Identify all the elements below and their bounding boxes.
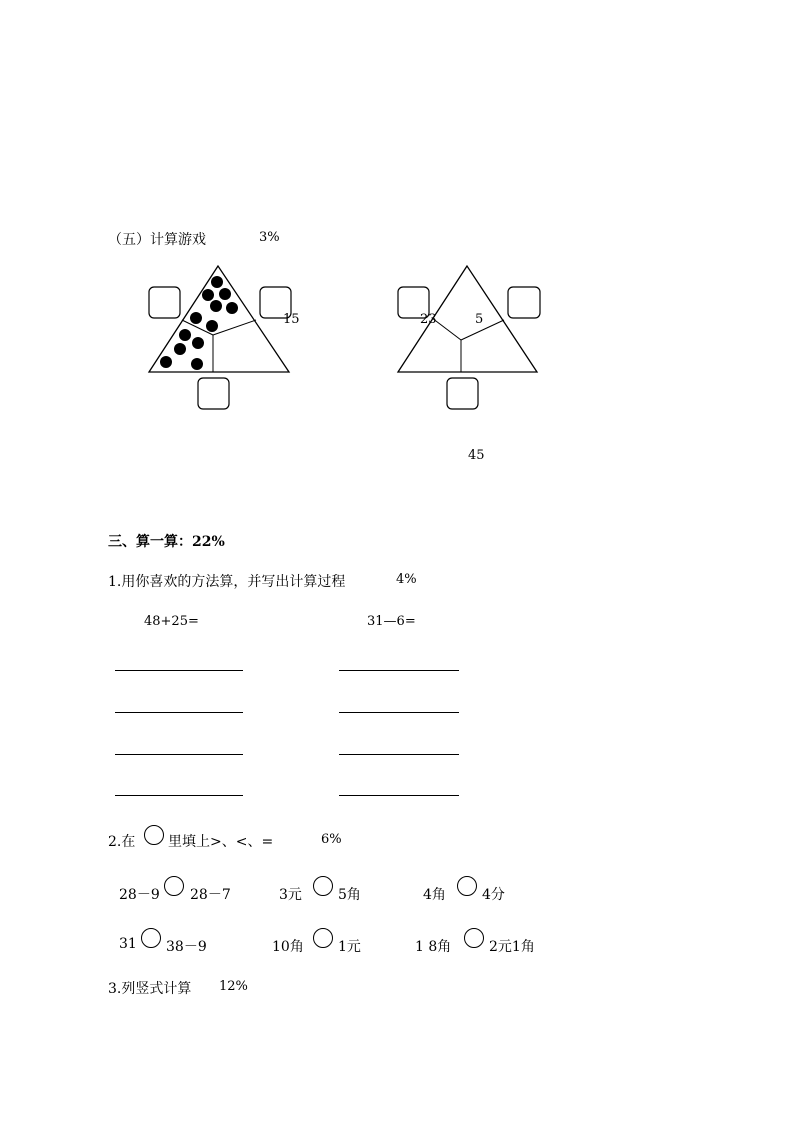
compare-circle[interactable] [164, 876, 184, 896]
compare-circle-icon [144, 825, 164, 845]
answer-box[interactable] [508, 287, 540, 318]
answer-box[interactable] [447, 378, 478, 409]
compare-right: 4分 [482, 887, 505, 903]
answer-line[interactable] [339, 754, 459, 755]
compare-left: 28－9 [119, 887, 160, 903]
q1-title: 1.用你喜欢的方法算，并写出计算过程 [108, 574, 346, 590]
answer-line[interactable] [339, 712, 459, 713]
triangle-right [398, 266, 540, 409]
compare-left: 10角 [272, 939, 304, 955]
answer-line[interactable] [115, 670, 243, 671]
answer-line[interactable] [339, 795, 459, 796]
triangle2-right-number: 5 [475, 312, 484, 327]
answer-line[interactable] [115, 754, 243, 755]
compare-circle[interactable] [457, 876, 477, 896]
compare-circle[interactable] [464, 928, 484, 948]
answer-box[interactable] [198, 378, 229, 409]
compare-right: 1元 [338, 939, 361, 955]
compare-left: 4角 [423, 887, 446, 903]
compare-right: 2元1角 [489, 939, 535, 955]
q1-expression-right: 31—6= [367, 614, 416, 629]
compare-right: 5角 [338, 887, 361, 903]
triangle2-below-number: 45 [468, 448, 485, 463]
q1-score: 4% [396, 572, 417, 587]
answer-box[interactable] [149, 287, 180, 318]
answer-line[interactable] [339, 670, 459, 671]
compare-circle[interactable] [313, 928, 333, 948]
q2-prefix: 2.在 [108, 834, 136, 850]
q2-score: 6% [321, 832, 342, 847]
section5-score: 3% [259, 230, 280, 245]
triangle-left [149, 266, 291, 409]
answer-line[interactable] [115, 795, 243, 796]
q3-score: 12% [219, 979, 248, 994]
q3-title: 3.列竖式计算 [108, 981, 192, 997]
q1-expression-left: 48+25= [144, 614, 199, 629]
q2-suffix: 里填上>、<、= [168, 834, 274, 850]
compare-left: 1 8角 [415, 939, 452, 955]
section3-title: 三、算一算：22% [108, 534, 225, 550]
compare-right: 38－9 [166, 939, 207, 955]
answer-line[interactable] [115, 712, 243, 713]
compare-left: 31 [119, 936, 137, 952]
compare-circle[interactable] [141, 928, 161, 948]
compare-right: 28－7 [190, 887, 231, 903]
triangle2-left-number: 23 [420, 312, 437, 327]
compare-left: 3元 [279, 887, 302, 903]
section5-title: （五）计算游戏 [108, 232, 206, 248]
triangle1-right-number: 15 [283, 312, 300, 327]
compare-circle[interactable] [313, 876, 333, 896]
